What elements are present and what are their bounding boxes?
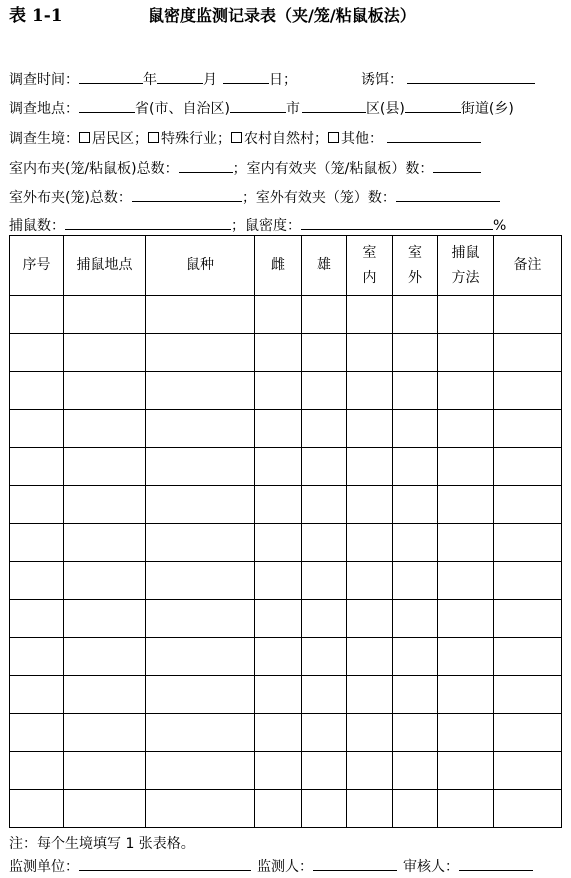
table-cell[interactable] xyxy=(393,562,438,600)
table-cell[interactable] xyxy=(438,524,494,562)
monitor-label: 监测人： xyxy=(257,859,313,875)
table-cell[interactable] xyxy=(146,638,255,676)
table-cell[interactable] xyxy=(255,638,302,676)
bait-label: 诱饵： xyxy=(361,72,403,88)
header-catch-method: 捕鼠 方法 xyxy=(438,236,494,296)
density-label: ；鼠密度： xyxy=(231,218,301,234)
district-label: 区(县) xyxy=(365,101,405,117)
table-cell[interactable] xyxy=(393,676,438,714)
table-cell[interactable] xyxy=(494,334,562,372)
survey-time-row xyxy=(9,69,297,87)
table-cell[interactable] xyxy=(494,676,562,714)
table-cell[interactable] xyxy=(255,448,302,486)
table-cell[interactable] xyxy=(64,676,146,714)
table-cell[interactable] xyxy=(347,448,393,486)
table-cell[interactable] xyxy=(393,448,438,486)
table-cell[interactable] xyxy=(494,448,562,486)
table-cell[interactable] xyxy=(10,638,64,676)
table-cell[interactable] xyxy=(302,600,347,638)
table-cell[interactable] xyxy=(438,752,494,790)
table-cell[interactable] xyxy=(146,676,255,714)
header-indoor: 室 内 xyxy=(347,236,393,296)
table-cell[interactable] xyxy=(64,524,146,562)
table-row xyxy=(10,638,562,676)
table-cell[interactable] xyxy=(438,486,494,524)
table-cell[interactable] xyxy=(10,714,64,752)
survey-place-row xyxy=(9,98,514,116)
reviewer-label: 审核人： xyxy=(403,859,459,875)
table-cell[interactable] xyxy=(64,638,146,676)
table-cell[interactable] xyxy=(146,714,255,752)
header-outdoor: 室 外 xyxy=(393,236,438,296)
table-row xyxy=(10,410,562,448)
table-cell[interactable] xyxy=(10,372,64,410)
page-title: 鼠密度监测记录表（夹/笼/粘鼠板法） xyxy=(148,6,416,25)
day-label: 日； xyxy=(269,72,297,88)
table-cell[interactable] xyxy=(10,448,64,486)
table-cell[interactable] xyxy=(146,296,255,334)
table-cell[interactable] xyxy=(302,524,347,562)
table-cell[interactable] xyxy=(438,448,494,486)
outdoor-traps-row xyxy=(9,187,500,205)
monitor-field[interactable] xyxy=(313,856,397,871)
table-cell[interactable] xyxy=(255,524,302,562)
table-cell[interactable] xyxy=(10,562,64,600)
table-cell[interactable] xyxy=(302,486,347,524)
table-cell[interactable] xyxy=(393,410,438,448)
table-cell[interactable] xyxy=(302,676,347,714)
outdoor-total-label: 室外布夹(笼)总数： xyxy=(9,190,132,206)
table-row xyxy=(10,448,562,486)
table-cell[interactable] xyxy=(347,334,393,372)
city-label: 市 xyxy=(285,101,300,117)
table-cell[interactable] xyxy=(10,600,64,638)
habitat-option-label: 农村自然村； xyxy=(244,131,328,147)
table-cell[interactable] xyxy=(438,562,494,600)
table-cell[interactable] xyxy=(10,524,64,562)
table-cell[interactable] xyxy=(347,752,393,790)
record-table xyxy=(9,235,562,828)
table-cell[interactable] xyxy=(393,790,438,828)
table-cell[interactable] xyxy=(347,486,393,524)
month-label: 月 xyxy=(203,72,217,88)
percent-label: % xyxy=(493,218,507,234)
table-cell[interactable] xyxy=(438,296,494,334)
table-row xyxy=(10,562,562,600)
table-cell[interactable] xyxy=(347,410,393,448)
footer-note: 注：每个生境填写 1 张表格。 xyxy=(9,836,195,852)
table-cell[interactable] xyxy=(347,676,393,714)
table-cell[interactable] xyxy=(393,638,438,676)
table-cell[interactable] xyxy=(64,448,146,486)
table-cell[interactable] xyxy=(255,486,302,524)
signature-row xyxy=(9,856,533,874)
table-cell[interactable] xyxy=(64,334,146,372)
table-cell[interactable] xyxy=(393,372,438,410)
header-male: 雄 xyxy=(302,236,347,296)
habitat-other-field[interactable] xyxy=(387,128,481,143)
header-index: 序号 xyxy=(10,236,64,296)
table-cell[interactable] xyxy=(302,410,347,448)
table-row xyxy=(10,752,562,790)
table-cell[interactable] xyxy=(347,562,393,600)
table-cell[interactable] xyxy=(438,372,494,410)
street-field[interactable] xyxy=(405,98,461,113)
province-label: 省(市、自治区) xyxy=(135,101,230,117)
bait-field[interactable] xyxy=(407,69,535,84)
table-cell[interactable] xyxy=(393,600,438,638)
table-cell[interactable] xyxy=(494,486,562,524)
table-cell[interactable] xyxy=(146,562,255,600)
table-row xyxy=(10,676,562,714)
table-cell[interactable] xyxy=(347,600,393,638)
monitoring-unit-field[interactable] xyxy=(79,856,251,871)
table-cell[interactable] xyxy=(64,714,146,752)
table-cell[interactable] xyxy=(10,486,64,524)
table-cell[interactable] xyxy=(494,296,562,334)
table-cell[interactable] xyxy=(438,638,494,676)
table-cell[interactable] xyxy=(393,524,438,562)
table-cell[interactable] xyxy=(494,372,562,410)
checkbox-icon[interactable] xyxy=(328,132,339,143)
survey-time-label: 调查时间： xyxy=(9,72,79,88)
reviewer-field[interactable] xyxy=(459,856,533,871)
table-cell[interactable] xyxy=(10,410,64,448)
table-cell[interactable] xyxy=(255,752,302,790)
table-cell[interactable] xyxy=(494,600,562,638)
habitat-option-other[interactable] xyxy=(328,131,383,147)
month-field[interactable] xyxy=(157,69,203,84)
table-cell[interactable] xyxy=(10,334,64,372)
table-cell[interactable] xyxy=(64,486,146,524)
table-cell[interactable] xyxy=(302,790,347,828)
outdoor-valid-field[interactable] xyxy=(396,187,500,202)
table-cell[interactable] xyxy=(393,714,438,752)
indoor-valid-field[interactable] xyxy=(433,158,481,173)
habitat-row xyxy=(9,128,481,146)
table-header-row xyxy=(10,236,562,296)
habitat-label: 调查生境： xyxy=(9,131,79,147)
table-cell[interactable] xyxy=(347,714,393,752)
table-cell[interactable] xyxy=(146,372,255,410)
habitat-option-special-industry[interactable] xyxy=(148,131,231,147)
catch-count-label: 捕鼠数： xyxy=(9,218,65,234)
table-cell[interactable] xyxy=(494,790,562,828)
table-cell[interactable] xyxy=(438,676,494,714)
habitat-option-label: 特殊行业； xyxy=(161,131,231,147)
table-cell[interactable] xyxy=(10,752,64,790)
table-cell[interactable] xyxy=(393,296,438,334)
table-cell[interactable] xyxy=(438,600,494,638)
table-cell[interactable] xyxy=(64,372,146,410)
table-cell[interactable] xyxy=(302,372,347,410)
table-cell[interactable] xyxy=(347,638,393,676)
table-cell[interactable] xyxy=(302,448,347,486)
table-cell[interactable] xyxy=(146,486,255,524)
table-cell[interactable] xyxy=(146,600,255,638)
outdoor-total-field[interactable] xyxy=(132,187,242,202)
header-female: 雌 xyxy=(255,236,302,296)
table-cell[interactable] xyxy=(10,676,64,714)
table-cell[interactable] xyxy=(146,524,255,562)
year-label: 年 xyxy=(143,72,157,88)
table-cell[interactable] xyxy=(64,752,146,790)
density-field[interactable] xyxy=(301,215,493,230)
table-row xyxy=(10,296,562,334)
table-cell[interactable] xyxy=(146,410,255,448)
table-cell[interactable] xyxy=(438,790,494,828)
indoor-total-label: 室内布夹(笼/粘鼠板)总数： xyxy=(9,161,179,177)
table-cell[interactable] xyxy=(255,790,302,828)
survey-place-label: 调查地点： xyxy=(9,101,79,117)
table-cell[interactable] xyxy=(393,334,438,372)
day-field[interactable] xyxy=(223,69,269,84)
table-cell[interactable] xyxy=(302,752,347,790)
table-cell[interactable] xyxy=(146,790,255,828)
table-cell[interactable] xyxy=(255,600,302,638)
table-cell[interactable] xyxy=(438,714,494,752)
table-cell[interactable] xyxy=(302,334,347,372)
table-cell[interactable] xyxy=(438,410,494,448)
table-cell[interactable] xyxy=(494,524,562,562)
checkbox-icon[interactable] xyxy=(79,132,90,143)
table-cell[interactable] xyxy=(347,524,393,562)
table-cell[interactable] xyxy=(494,410,562,448)
table-cell[interactable] xyxy=(255,296,302,334)
table-row xyxy=(10,524,562,562)
monitoring-unit-label: 监测单位： xyxy=(9,859,79,875)
table-cell[interactable] xyxy=(64,562,146,600)
table-cell[interactable] xyxy=(438,334,494,372)
table-cell[interactable] xyxy=(146,752,255,790)
table-cell[interactable] xyxy=(255,334,302,372)
habitat-option-rural-village[interactable] xyxy=(231,131,328,147)
indoor-valid-label: ；室内有效夹（笼/粘鼠板）数： xyxy=(232,161,434,177)
province-field[interactable] xyxy=(79,98,135,113)
indoor-traps-row xyxy=(9,158,481,176)
table-row xyxy=(10,790,562,828)
header-rodent-species: 鼠种 xyxy=(146,236,255,296)
table-number: 表 1-1 xyxy=(9,6,63,26)
district-field[interactable] xyxy=(302,98,366,113)
table-cell[interactable] xyxy=(494,714,562,752)
table-row xyxy=(10,600,562,638)
table-cell[interactable] xyxy=(255,562,302,600)
table-cell[interactable] xyxy=(146,448,255,486)
table-cell[interactable] xyxy=(146,334,255,372)
table-cell[interactable] xyxy=(393,486,438,524)
table-row xyxy=(10,486,562,524)
table-cell[interactable] xyxy=(255,714,302,752)
street-label: 街道(乡) xyxy=(460,101,514,117)
table-cell[interactable] xyxy=(302,714,347,752)
table-cell[interactable] xyxy=(64,410,146,448)
table-cell[interactable] xyxy=(347,790,393,828)
outdoor-valid-label: ；室外有效夹（笼）数： xyxy=(241,190,396,206)
table-cell[interactable] xyxy=(10,790,64,828)
habitat-option-label: 居民区； xyxy=(92,131,148,147)
catch-count-field[interactable] xyxy=(65,215,231,230)
table-cell[interactable] xyxy=(347,372,393,410)
checkbox-icon[interactable] xyxy=(148,132,159,143)
table-row xyxy=(10,714,562,752)
catch-density-row xyxy=(9,215,506,233)
table-row xyxy=(10,334,562,372)
table-cell[interactable] xyxy=(302,296,347,334)
table-cell[interactable] xyxy=(255,372,302,410)
table-row xyxy=(10,372,562,410)
bait-row xyxy=(361,69,535,87)
year-field[interactable] xyxy=(79,69,143,84)
table-cell[interactable] xyxy=(347,296,393,334)
table-cell[interactable] xyxy=(494,638,562,676)
table-cell[interactable] xyxy=(64,600,146,638)
habitat-option-label: 其他： xyxy=(341,131,383,147)
indoor-total-field[interactable] xyxy=(179,158,233,173)
table-cell[interactable] xyxy=(64,296,146,334)
table-cell[interactable] xyxy=(64,790,146,828)
table-cell[interactable] xyxy=(494,752,562,790)
table-cell[interactable] xyxy=(10,296,64,334)
table-cell[interactable] xyxy=(255,676,302,714)
header-catch-location: 捕鼠地点 xyxy=(64,236,146,296)
table-cell[interactable] xyxy=(302,638,347,676)
table-cell[interactable] xyxy=(255,410,302,448)
table-cell[interactable] xyxy=(393,752,438,790)
table-cell[interactable] xyxy=(302,562,347,600)
header-remarks: 备注 xyxy=(494,236,562,296)
habitat-option-residential[interactable] xyxy=(79,131,148,147)
city-field[interactable] xyxy=(230,98,286,113)
table-cell[interactable] xyxy=(494,562,562,600)
checkbox-icon[interactable] xyxy=(231,132,242,143)
